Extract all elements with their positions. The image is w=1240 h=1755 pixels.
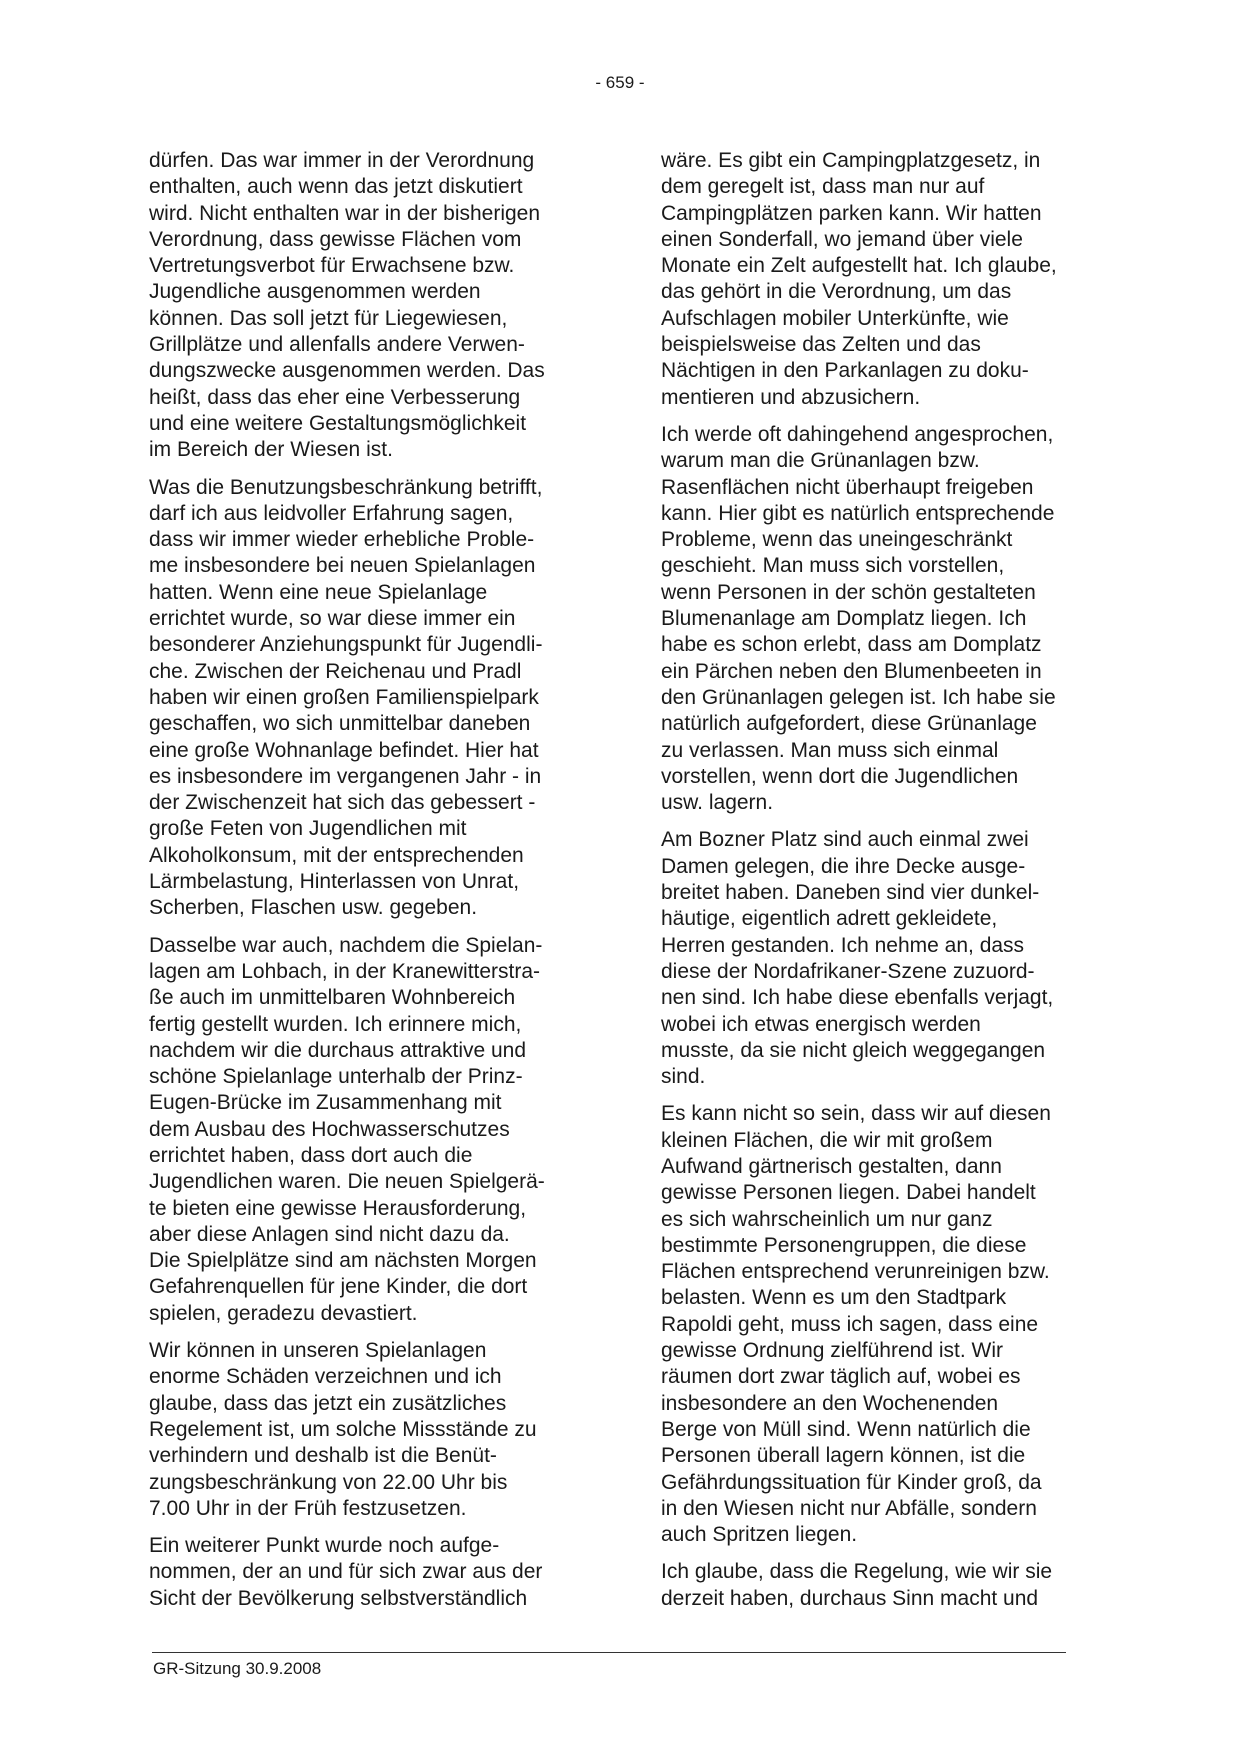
paragraph: Wir können in unseren Spielanlagen enorme Schäden verzeichnen und ich glaube, dass das jetzt ein zusätzliches Regelement ist, um solche Missstände zu verhindern und deshalb ist die Benüt- zungsbeschränkung von 22.00 Uhr bis 7.00 Uhr in der Früh festzusetzen. bbox=[149, 1339, 537, 1520]
page-number: - 659 - bbox=[595, 73, 645, 92]
paragraph: dürfen. Das war immer in der Verordnung enthalten, auch wenn das jetzt diskutiert wird. Nicht enthalten war in der bisherigen Verordnung, dass gewisse Flächen vom Vertretungsverbot für Erwachsene bzw. Jugendliche ausgenommen werden können. Das soll jetzt für Liegewiesen, Grillplätze und allenfalls andere Verwen- dungszwecke ausgenommen werden. Das heißt, dass das eher eine Verbesserung und eine weitere Gestaltungsmöglichkeit im Bereich der Wiesen ist. bbox=[149, 149, 545, 462]
paragraph: Dasselbe war auch, nachdem die Spielan- lagen am Lohbach, in der Kranewitterstra- ße auch im unmittelbaren Wohnbereich fertig gestellt wurden. Ich erinnere mich, nachdem wir die durchaus attraktive und schöne Spielanlage unterhalb der Prinz- Eugen-Brücke im Zusammenhang mit dem Ausbau des Hochwasserschutzes errichtet haben, dass dort auch die Jugendlichen waren. Die neuen Spielgerä- te bieten eine gewisse Herausforderung, aber diese Anlagen sind nicht dazu da. Die Spielplätze sind am nächsten Morgen Gefahrenquellen für jene Kinder, die dort spielen, geradezu devastiert. bbox=[149, 933, 545, 1325]
paragraph: Ein weiterer Punkt wurde noch aufge- nommen, der an und für sich zwar aus der Sicht der Bevölkerung selbstverständlich bbox=[149, 1534, 543, 1610]
paragraph: Am Bozner Platz sind auch einmal zwei Damen gelegen, die ihre Decke ausge- breitet haben. Daneben sind vier dunkel- häutige, eigentlich adrett gekleidete, Herren gestanden. Ich nehme an, dass diese der Nordafrikaner-Szene zuzuord- nen sind. Ich habe diese ebenfalls verjagt, wobei ich etwas energisch werden musste, da sie nicht gleich weggegangen sind. bbox=[661, 828, 1054, 1089]
paragraph: Es kann nicht so sein, dass wir auf diesen kleinen Flächen, die wir mit großem Aufwand gärtnerisch gestalten, dann gewisse Personen liegen. Dabei handelt es sich wahrscheinlich um nur ganz bestimmte Personengruppen, die diese Flächen entsprechend verunreinigen bzw. belasten. Wenn es um den Stadtpark Rapoldi geht, muss ich sagen, dass eine gewisse Ordnung zielführend ist. Wir räumen dort zwar täglich auf, wobei es insbesondere an den Wochenenden Berge von Müll sind. Wenn natürlich die Personen überall lagern können, ist die Gefährdungssituation für Kinder groß, da in den Wiesen nicht nur Abfälle, sondern auch Spritzen liegen. bbox=[661, 1102, 1051, 1547]
footer-divider bbox=[152, 1652, 1066, 1653]
paragraph: wäre. Es gibt ein Campingplatzgesetz, in dem geregelt ist, dass man nur auf Campingplätzen parken kann. Wir hatten einen Sonderfall, wo jemand über viele Monate ein Zelt aufgestellt hat. Ich glaube, das gehört in die Verordnung, um das Aufschlagen mobiler Unterkünfte, wie beispielsweise das Zelten und das Nächtigen in den Parkanlagen zu doku- mentieren und abzusichern. bbox=[661, 149, 1057, 409]
footer-session-label: GR-Sitzung 30.9.2008 bbox=[153, 1659, 322, 1678]
left-column bbox=[149, 148, 599, 1623]
paragraph: Ich glaube, dass die Regelung, wie wir sie derzeit haben, durchaus Sinn macht und bbox=[661, 1560, 1053, 1610]
paragraph: Was die Benutzungsbeschränkung betrifft, darf ich aus leidvoller Erfahrung sagen, dass wir immer wieder erhebliche Proble- me insbesondere bei neuen Spielanlagen hatten. Wenn eine neue Spielanlage errichtet wurde, so war diese immer ein besonderer Anziehungspunkt für Jugendli- che. Zwischen der Reichenau und Pradl haben wir einen großen Familienspielpark geschaffen, wo sich unmittelbar daneben eine große Wohnanlage befindet. Hier hat es insbesondere im vergangenen Jahr - in der Zwischenzeit hat sich das gebessert - große Feten von Jugendlichen mit Alkoholkonsum, mit der entsprechenden Lärmbelastung, Hinterlassen von Unrat, Scherben, Flaschen usw. gegeben. bbox=[149, 475, 543, 920]
right-column bbox=[661, 148, 1111, 1623]
paragraph: Ich werde oft dahingehend angesprochen, warum man die Grünanlagen bzw. Rasenflächen nicht überhaupt freigeben kann. Hier gibt es natürlich entsprechende Probleme, wenn das uneingeschränkt geschieht. Man muss sich vorstellen, wenn Personen in der schön gestalteten Blumenanlage am Domplatz liegen. Ich habe es schon erlebt, dass am Domplatz ein Pärchen neben den Blumenbeeten in den Grünanlagen gelegen ist. Ich habe sie natürlich aufgefordert, diese Grünanlage zu verlassen. Man muss sich einmal vorstellen, wenn dort die Jugendlichen usw. lagern. bbox=[661, 422, 1056, 815]
